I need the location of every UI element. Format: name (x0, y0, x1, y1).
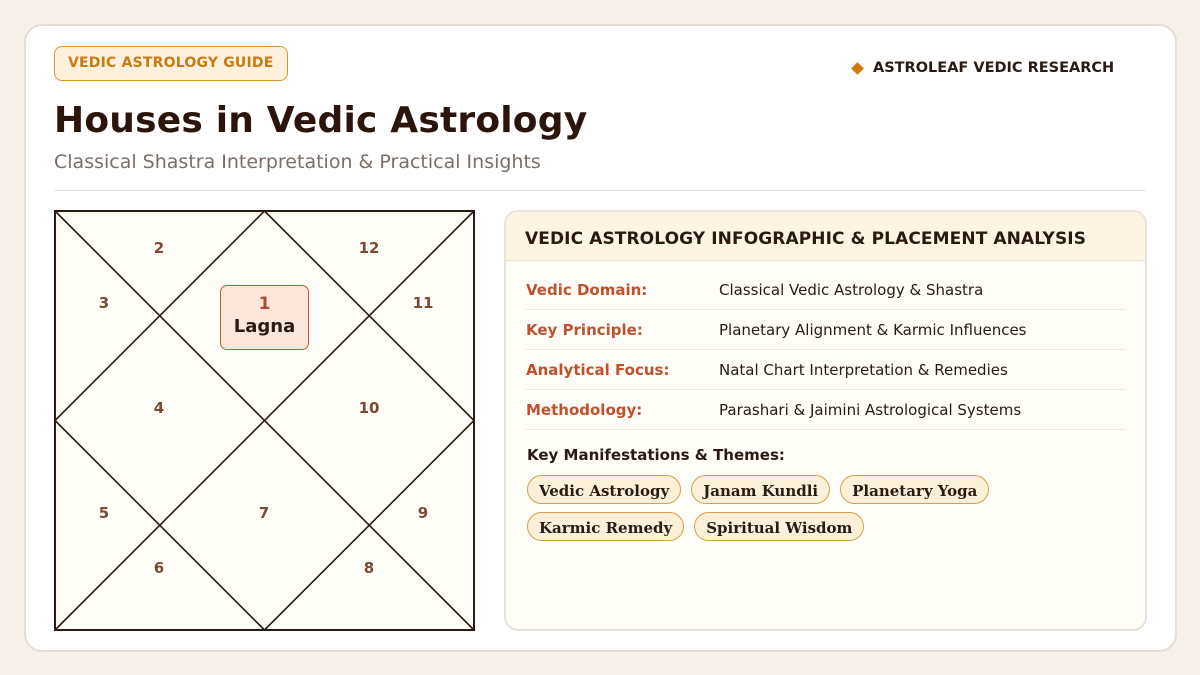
info-rows (526, 270, 1126, 430)
analysis-panel (504, 210, 1147, 631)
info-value: Parashari & Jaimini Astrological Systems (719, 400, 1022, 419)
page-title: Houses in Vedic Astrology (54, 100, 588, 141)
house-number-11: 11 (412, 294, 434, 312)
kundli-chart-lines (54, 210, 475, 631)
diamond-icon (851, 62, 864, 75)
theme-tag: Karmic Remedy (527, 512, 684, 541)
info-row (526, 310, 1126, 350)
page-subtitle: Classical Shastra Interpretation & Practical Insights (54, 151, 541, 173)
theme-tag: Spiritual Wisdom (694, 512, 864, 541)
info-key: Analytical Focus: (526, 360, 670, 379)
theme-tag: Janam Kundli (691, 475, 830, 504)
house-number-6: 6 (153, 559, 165, 577)
house-number-12: 12 (358, 239, 380, 257)
house-number-7: 7 (258, 504, 270, 522)
brand (853, 58, 1114, 78)
panel-heading: VEDIC ASTROLOGY INFOGRAPHIC & PLACEMENT ANALYSIS (506, 212, 1145, 261)
house-number-3: 3 (98, 294, 110, 312)
house-number-10: 10 (358, 399, 380, 417)
lagna-label: Lagna (233, 316, 296, 337)
info-row (526, 270, 1126, 310)
house-number-1: 1 (258, 294, 271, 314)
info-key: Key Principle: (526, 320, 643, 339)
brand-name: ASTROLEAF VEDIC RESEARCH (873, 60, 1115, 76)
info-value: Natal Chart Interpretation & Remedies (719, 360, 1008, 379)
info-key: Vedic Domain: (526, 280, 648, 299)
header-divider (54, 190, 1146, 191)
category-badge: VEDIC ASTROLOGY GUIDE (54, 46, 288, 81)
house-number-5: 5 (98, 504, 110, 522)
house-number-9: 9 (417, 504, 429, 522)
lagna-house (220, 285, 309, 350)
theme-tags (527, 475, 1127, 541)
info-row (526, 350, 1126, 390)
house-number-4: 4 (153, 399, 165, 417)
info-value: Classical Vedic Astrology & Shastra (719, 280, 984, 299)
theme-tag: Vedic Astrology (527, 475, 681, 504)
kundli-chart (54, 210, 475, 631)
house-number-2: 2 (153, 239, 165, 257)
info-value: Planetary Alignment & Karmic Influences (719, 320, 1027, 339)
themes-label: Key Manifestations & Themes: (527, 446, 785, 464)
theme-tag: Planetary Yoga (840, 475, 989, 504)
info-key: Methodology: (526, 400, 643, 419)
house-number-8: 8 (363, 559, 375, 577)
info-row (526, 390, 1126, 430)
